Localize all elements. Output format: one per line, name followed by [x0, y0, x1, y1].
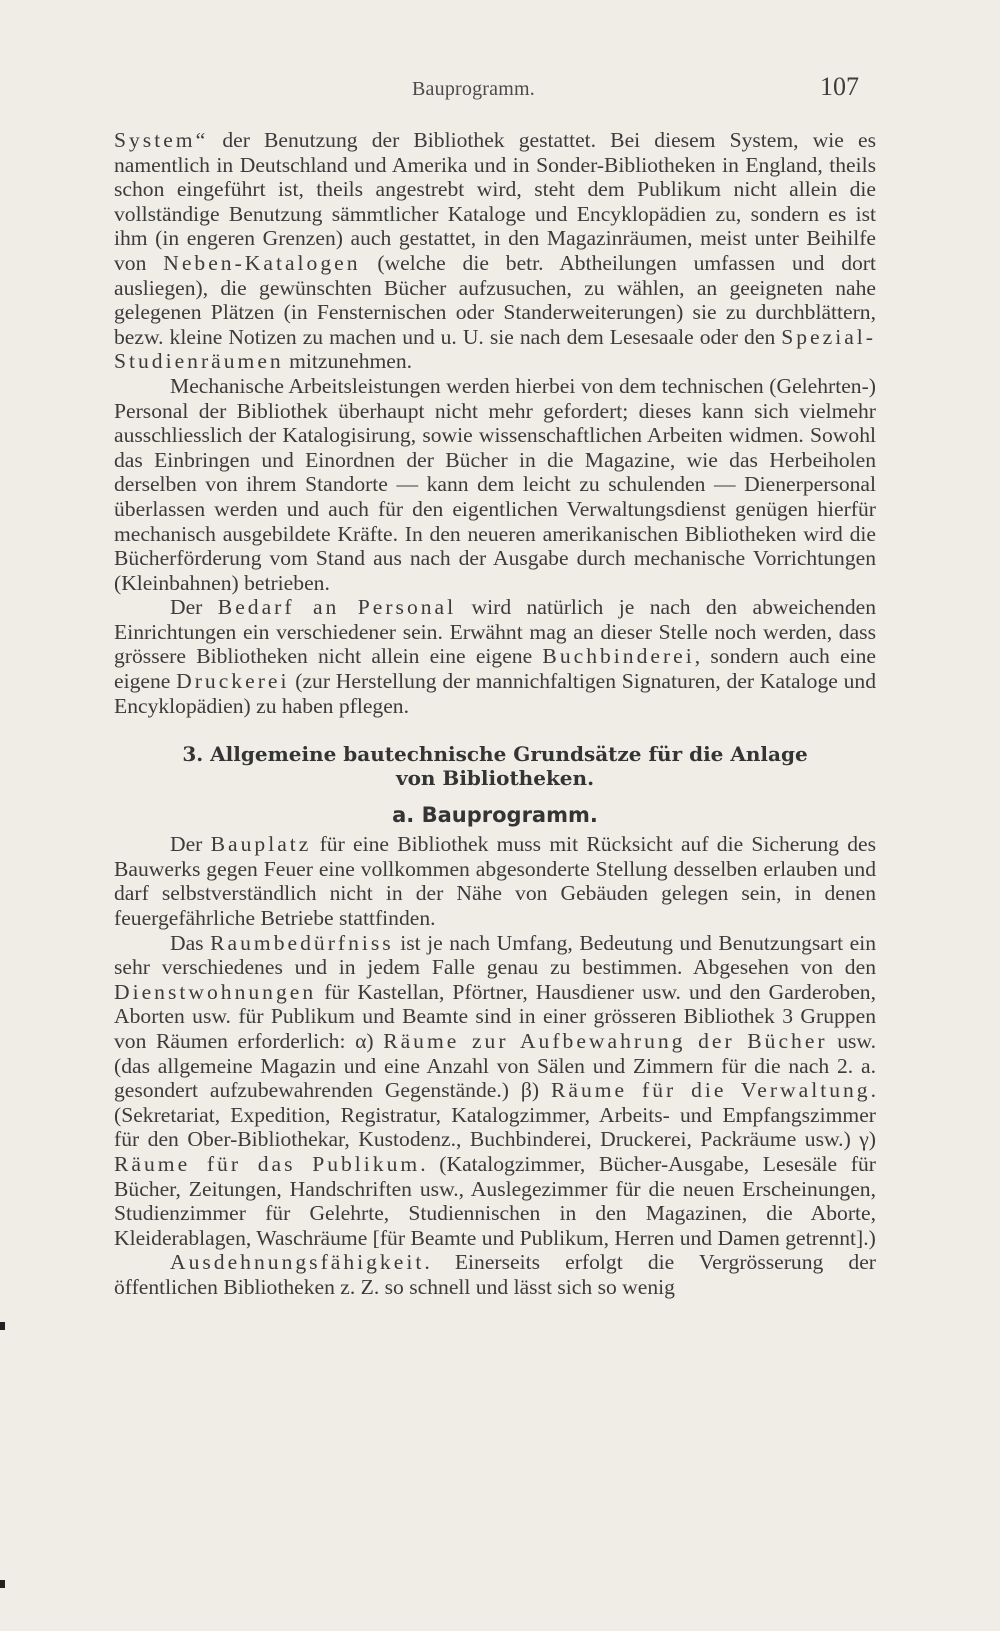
spaced-term: Dienstwohnungen: [114, 979, 317, 1004]
paragraph-text: . (Sekretariat, Expedition, Registratur, Katalogzimmer, Arbeits- und Empfangszimmer für den Ober-Bibliothekar, Kustodenz., Buchbinderei, Druckerei, Packräume usw.) γ): [114, 1078, 876, 1152]
spaced-term: System“: [114, 128, 209, 152]
paragraph-text: usw. (das allgemeine Magazin und eine Anzahl von Sälen und Zimmern für die nach 2. a. gesondert aufzubewahrenden Gegenstände.) β): [114, 1029, 877, 1103]
spaced-term: Räume zur Aufbewahrung der Bücher: [383, 1029, 828, 1053]
page-number: 107: [820, 72, 859, 101]
paragraph-text: Der: [170, 595, 218, 620]
paragraph-text: (zur Herstellung der mannichfaltigen Signaturen, der Kataloge und Encyklopädien) zu haben pflegen.: [114, 669, 876, 718]
scan-edge-mark: [0, 1322, 5, 1330]
paragraph-text: Der: [170, 832, 211, 857]
paragraph-expandability: [114, 1250, 876, 1299]
spaced-term: Ausdehnungsfähigkeit: [170, 1250, 425, 1275]
paragraph-text: der Benutzung der Bibliothek gestattet. Bei diesem System, wie es namentlich in Deutschland und Amerika und in Sonder-Bibliotheken in England, theils schon eingeführt ist, theils angestrebt wird, steht dem Publikum nicht allein die vollständige Benutzung sämmtlicher Kataloge und Encyklopädien zu, sondern es ist ihm (in engeren Grenzen) auch gestattet, in den Magazinräumen, meist unter Beihilfe von: [114, 128, 876, 275]
paragraph-staff-needs: [114, 595, 876, 718]
spaced-term: Neben-Katalogen: [163, 250, 361, 275]
section-heading-line: 3. Allgemeine bautechnische Grundsätze für die Anlage: [182, 742, 808, 767]
paragraph-mechanical-work: Mechanische Arbeitsleistungen werden hierbei von dem technischen (Gelehrten-) Personal der Bibliothek überhaupt nicht mehr gefordert; dieses kann sich vielmehr ausschliesslich der Katalogisirung, sowie wissenschaftlichen Arbeiten widmen. Sowohl das Einbringen und Einordnen der Bücher in die Magazine, wie das Herbeiholen derselben von ihrem Standorte — kann dem leicht zu schulenden — Dienerpersonal überlassen werden und auch für den eigentlichen Verwaltungsdienst genügen hierfür mechanisch ausgebildete Kräfte. In den neueren amerikanischen Bibliotheken wird die Bücherförderung vom Stand aus nach der Ausgabe durch mechanische Vorrichtungen (Kleinbahnen) betrieben.: [114, 373, 876, 595]
paragraph-text: . Einerseits erfolgt die Vergrösserung der öffentlichen Bibliotheken z. Z. so schnell und lässt sich so wenig: [114, 1250, 876, 1299]
spaced-term: Druckerei: [176, 669, 290, 694]
section-heading-line: von Bibliotheken.: [395, 766, 595, 791]
spaced-term: Spezial-Studienräumen: [114, 324, 876, 374]
spaced-term: Raumbedürfniss: [210, 930, 394, 955]
page-body: [114, 128, 876, 1300]
paragraph-space-requirements: [114, 931, 876, 1251]
page-header: [0, 72, 1000, 108]
paragraph-text: ist je nach Umfang, Bedeutung und Benutzungsart ein sehr verschiedenes und in jedem Falle genau zu bestimmen. Abgesehen von den: [114, 930, 877, 980]
paragraph-building-site: [114, 832, 876, 930]
spaced-term: Räume für die Verwaltung: [550, 1078, 871, 1103]
paragraph-text: , sondern auch eine eigene: [114, 644, 876, 694]
spaced-term: Bedarf an Personal: [217, 595, 457, 620]
spaced-term: Buchbinderei: [542, 644, 695, 669]
spaced-term: Räume für das Publikum: [114, 1151, 421, 1176]
spaced-term: Bauplatz: [210, 832, 312, 857]
paragraph-text: mitzunehmen.: [283, 349, 413, 374]
paragraph-text: für eine Bibliothek muss mit Rücksicht auf die Sicherung des Bauwerks gegen Feuer eine vollkommen abgesonderte Stellung desselben erlauben und darf selbstverständlich nicht in der Nähe von Gebäuden gelegen sein, in denen feuergefährliche Betriebe stattfinden.: [114, 832, 876, 931]
paragraph-text: (welche die betr. Abtheilungen umfassen und dort ausliegen), die gewünschten Bücher aufzusuchen, zu wählen, an geeigneten nahe gelegenen Plätzen (in Fensternischen oder Standerweiterungen) sie zu durchblättern, bezw. kleine Notizen zu machen und u. U. sie nach dem Lesesaale oder den: [114, 250, 876, 349]
paragraph-text: Das: [170, 930, 211, 955]
scan-edge-mark: [0, 1580, 5, 1588]
section-heading: [114, 742, 876, 790]
subsection-heading: a. Bauprogramm.: [392, 803, 598, 828]
paragraph-text: wird natürlich je nach den abweichenden Einrichtungen ein verschiedener sein. Erwähnt mag an dieser Stelle noch werden, dass grössere Bibliotheken nicht allein eine eigene: [114, 595, 876, 669]
running-title: Bauprogramm.: [412, 78, 535, 100]
paragraph-text: für Kastellan, Pförtner, Hausdiener usw. und den Garderoben, Aborten usw. für Publikum und Beamte sind in einer grösseren Bibliothek 3 Gruppen von Räumen erforderlich: α): [114, 979, 876, 1053]
paragraph-system: [114, 128, 876, 374]
paragraph-text: . (Katalogzimmer, Bücher-Ausgabe, Lesesäle für Bücher, Zeitungen, Handschriften usw., Auslegezimmer für die neuen Erscheinungen, Studienzimmer für Gelehrte, Studiennischen in den Magazinen, die Aborte, Kleiderablagen, Waschräume [für Beamte und Publikum, Herren und Damen getrennt].): [114, 1151, 876, 1250]
